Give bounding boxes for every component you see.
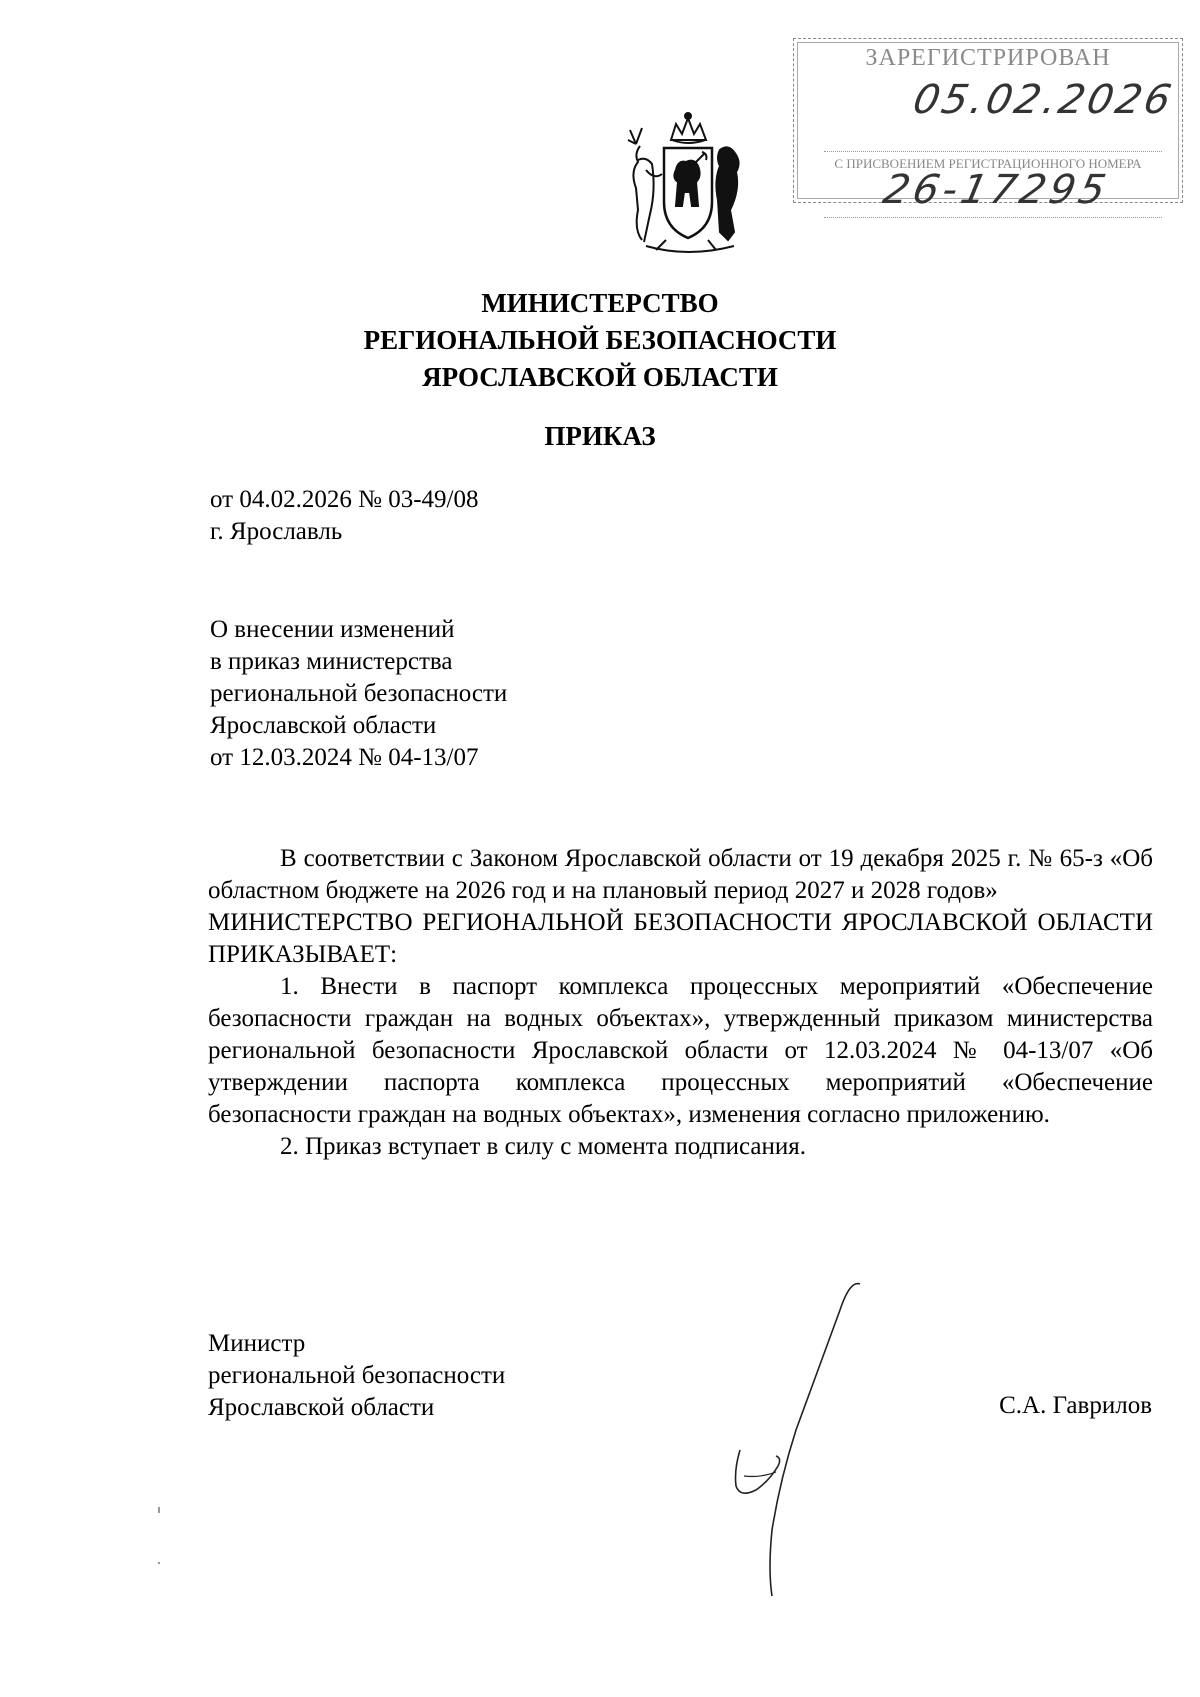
signatory-title-line-1: Министр (208, 1330, 306, 1357)
subject-line-2: в приказ министерства (210, 648, 453, 675)
ministry-line-3: ЯРОСЛАВСКОЙ ОБЛАСТИ (422, 362, 778, 392)
signatory-title-line-2: региональной безопасности (208, 1362, 506, 1389)
ministry-name (0, 285, 1200, 396)
resolution-paragraph: МИНИСТЕРСТВО РЕГИОНАЛЬНОЙ БЕЗОПАСНОСТИ ЯРОСЛАВСКОЙ ОБЛАСТИ ПРИКАЗЫВАЕТ: (208, 909, 1153, 968)
item-1-paragraph: 1. Внести в паспорт комплекса процессных мероприятий «Обеспечение безопасности граждан на водных объектах», утвержденный приказом министерства региональной безопасности Ярославской области от 12.03.2024 № 04-13/07 «Об утверждении паспорта комплекса процессных мероприятий «Обеспечение безопасности граждан на водных объектах», изменения согласно приложению. (208, 973, 1153, 1128)
item-2-paragraph: 2. Приказ вступает в силу с момента подписания. (280, 1133, 806, 1160)
document-body (208, 843, 1153, 1163)
signatory-name: С.А. Гаврилов (999, 1392, 1152, 1419)
subject-line-5: от 12.03.2024 № 04-13/07 (210, 744, 479, 771)
stamp-date: 05.02.2026 (909, 77, 1178, 123)
document-city: г. Ярославль (210, 518, 343, 545)
signatory-title (208, 1328, 505, 1424)
subject-line-3: региональной безопасности (210, 680, 508, 707)
subject-line-4: Ярославской области (210, 712, 437, 739)
coat-of-arms-icon (616, 110, 761, 258)
document-reference (210, 484, 478, 548)
stamp-subtitle: С ПРИСВОЕНИЕМ РЕГИСТРАЦИОННОГО НОМЕРА (834, 156, 1142, 171)
registration-stamp (793, 38, 1183, 213)
ministry-line-2: РЕГИОНАЛЬНОЙ БЕЗОПАСНОСТИ (363, 325, 837, 355)
document-subject (210, 614, 507, 774)
document-date-number: от 04.02.2026 № 03-49/08 (210, 486, 479, 513)
stamp-title: ЗАРЕГИСТРИРОВАН (865, 45, 1111, 71)
handwritten-signature-icon (700, 1280, 880, 1600)
ministry-line-1: МИНИСТЕРСТВО (481, 288, 719, 318)
stamp-number: 26-17295 (879, 167, 1114, 213)
document-type: ПРИКАЗ (544, 421, 656, 451)
preamble-paragraph: В соответствии с Законом Ярославской области от 19 декабря 2025 г. № 65-з «Об областном бюджете на 2026 год и на плановый период 2027 и 2028 годов» (208, 845, 1153, 904)
signatory-title-line-3: Ярославской области (208, 1394, 435, 1421)
subject-line-1: О внесении изменений (210, 616, 455, 643)
